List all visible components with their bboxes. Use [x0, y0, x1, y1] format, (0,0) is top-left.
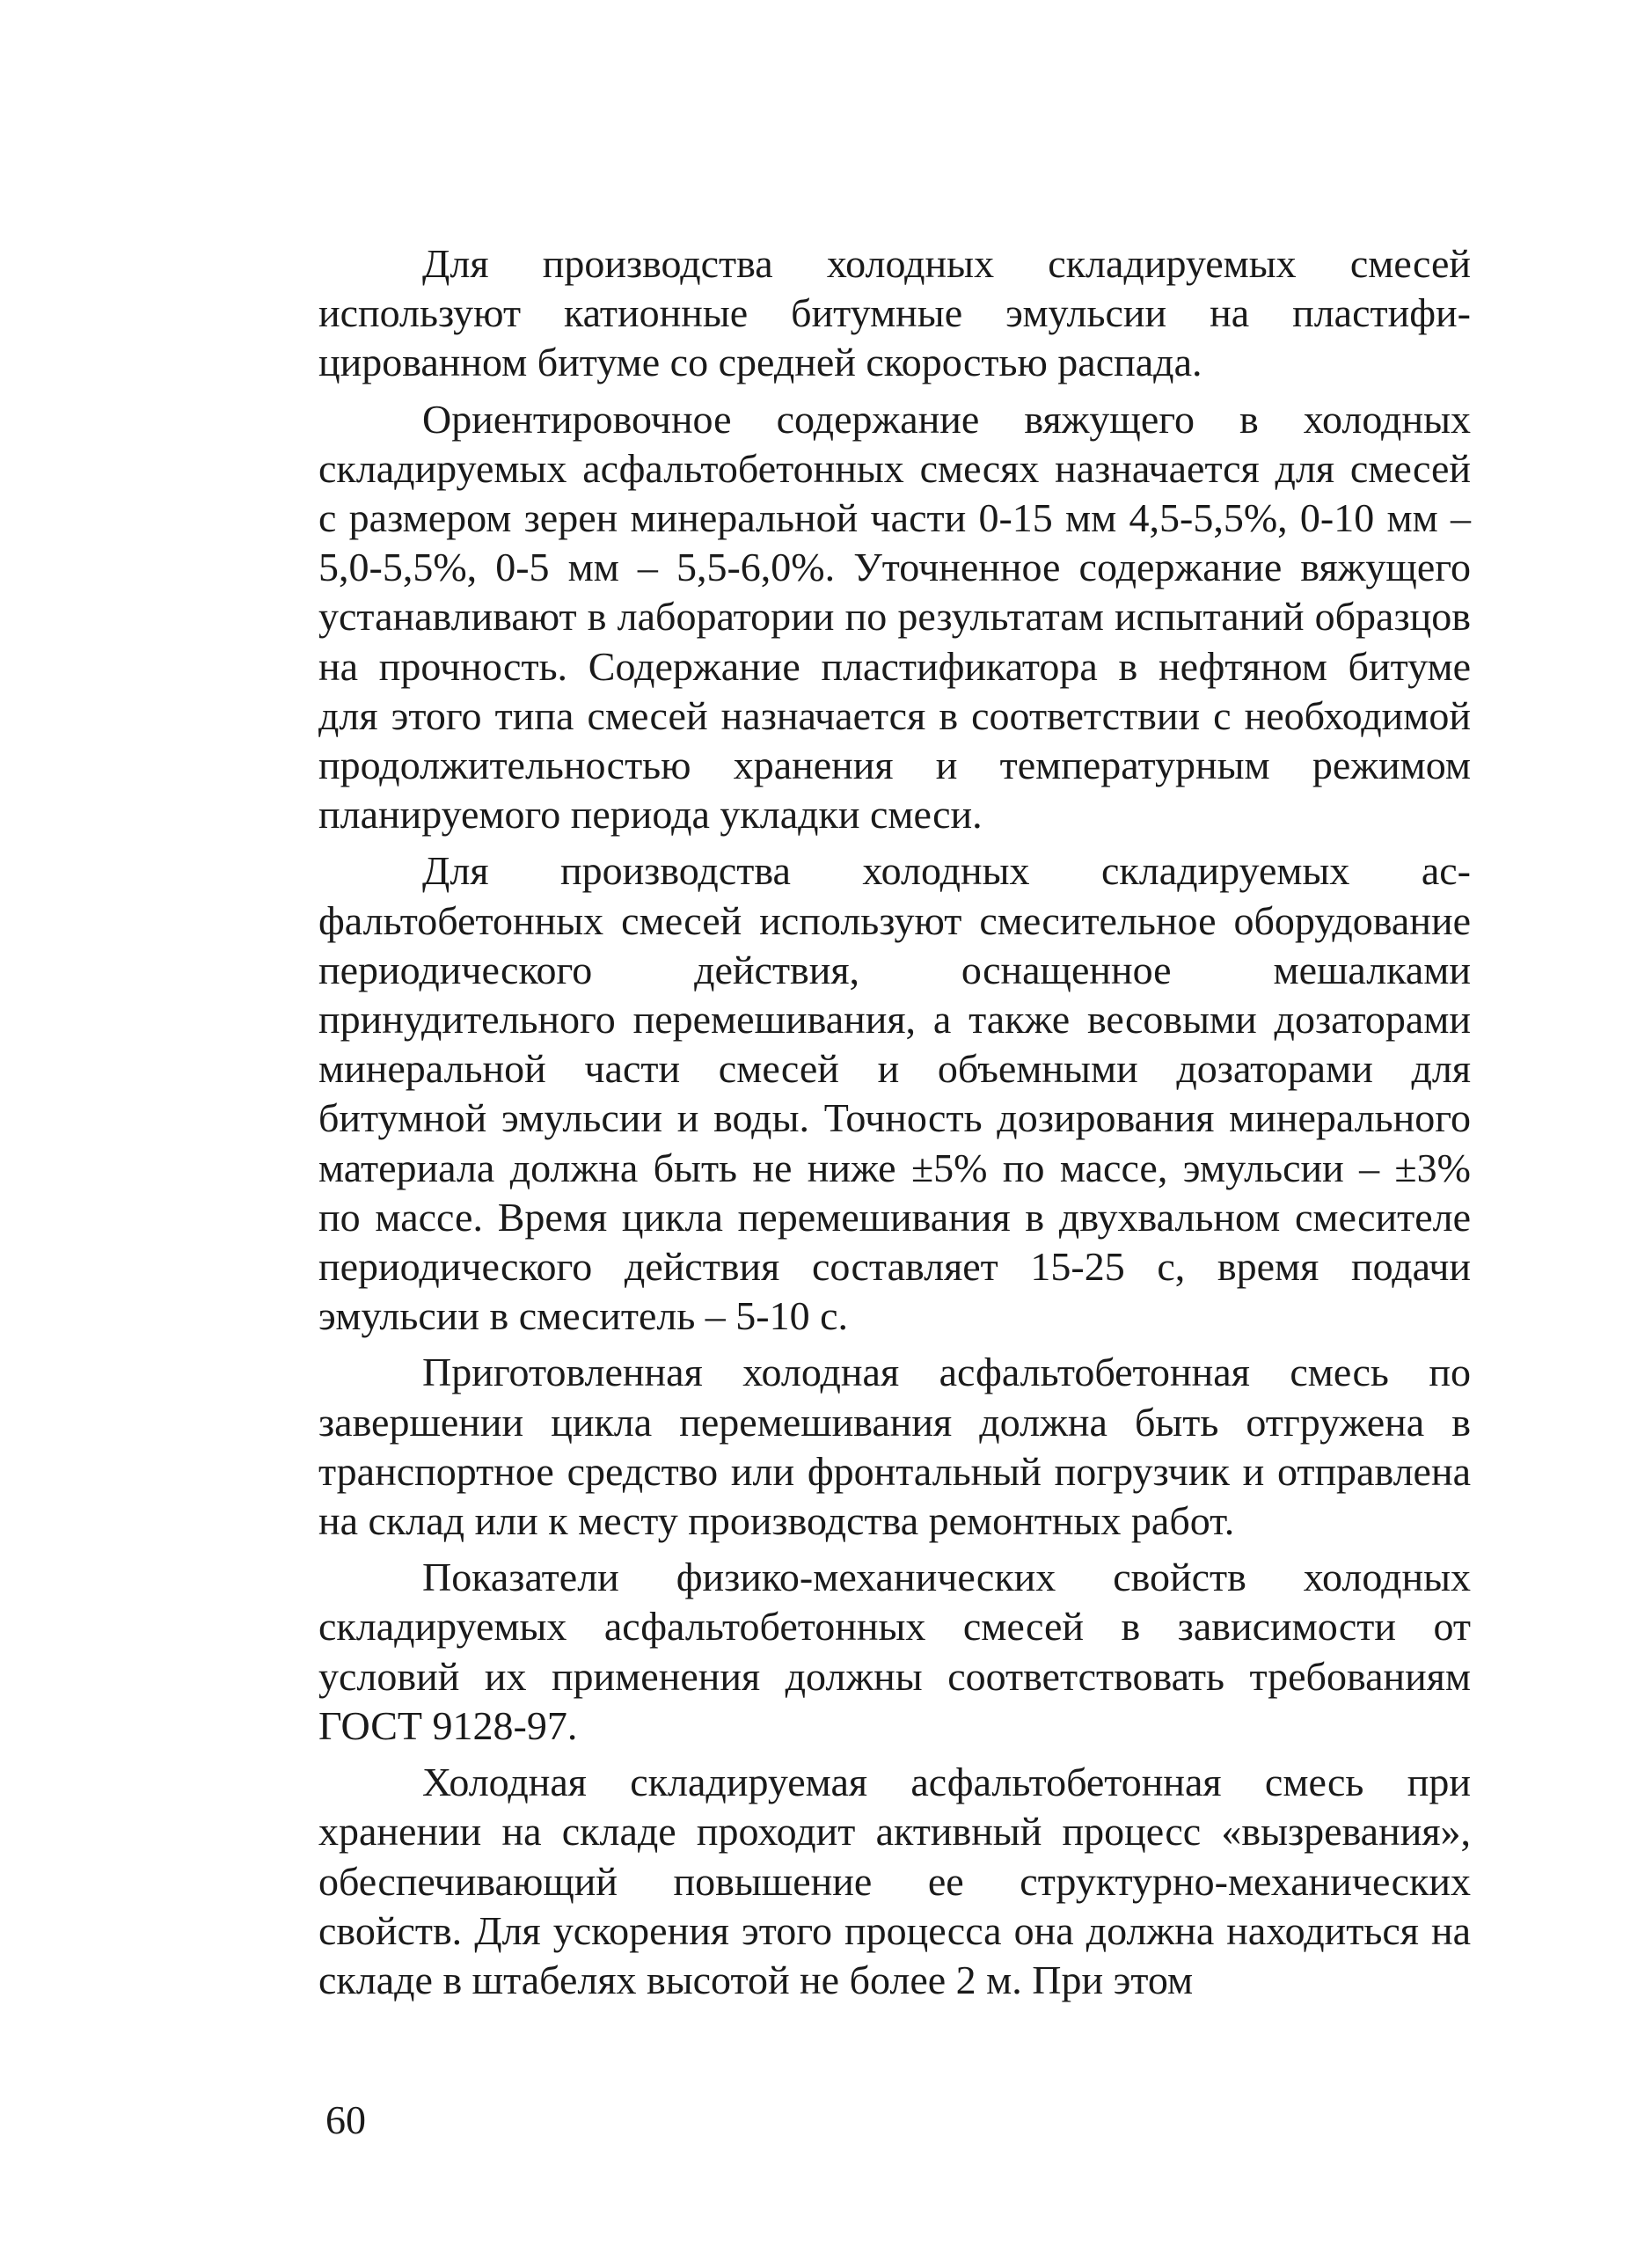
- paragraph-2: Ориентировочное содержание вяжущего в холодных складируемых асфальтобетонных смесях назначается для смесей с размером зерен минеральной части 0-15 мм 4,5-5,5%, 0-10 мм – 5,0-5,5%, 0-5 мм – 5,5-6,0%. Уточненное содержание вяжущего устанавливают в лаборатории по результатам испытаний образцов на прочность. Содержание пластификатора в нефтяном битуме для этого типа смесей назначается в соответствии с необходимой продолжительностью хранения и температурным режимом планируемого периода укладки смеси.: [318, 396, 1471, 838]
- page-number: 60: [325, 2097, 366, 2142]
- paragraph-6: Холодная складируемая асфальтобетонная смесь при хранении на складе проходит активный процесс «вызревания», обеспечивающий повышение ее структурно-механических свойств. Для ускорения этого процесса она должна находиться на складе в штабелях высотой не более 2 м. При этом: [318, 1760, 1471, 2002]
- body-text: [318, 239, 1471, 2012]
- paragraph-4: Приготовленная холодная асфальтобетонная смесь по завершении цикла перемешивания должна быть отгружена в транспортное средство или фронтальный погрузчик и отправлена на склад или к месту производства ремонтных работ.: [318, 1350, 1471, 1544]
- paragraph-1: Для производства холодных складируемых смесей используют катионные битумные эмульсии на пластифицированном битуме со средней скоростью распада.: [318, 241, 1471, 385]
- paragraph-5: Показатели физико-механических свойств холодных складируемых асфальтобетонных смесей в зависимости от условий их применения должны соответствовать требованиям ГОСТ 9128-97.: [318, 1555, 1471, 1748]
- paragraph-3: Для производства холодных складируемых асфальтобетонных смесей используют смесительное оборудование периодического действия, оснащенное мешалками принудительного перемешивания, а также весовыми дозаторами минеральной части смесей и объемными дозаторами для битумной эмульсии и воды. Точность дозирования минерального материала должна быть не ниже ±5% по массе, эмульсии – ±3% по массе. Время цикла перемешивания в двухвальном смесителе периодического действия составляет 15-25 с, время подачи эмульсии в смеситель – 5-10 с.: [318, 848, 1471, 1339]
